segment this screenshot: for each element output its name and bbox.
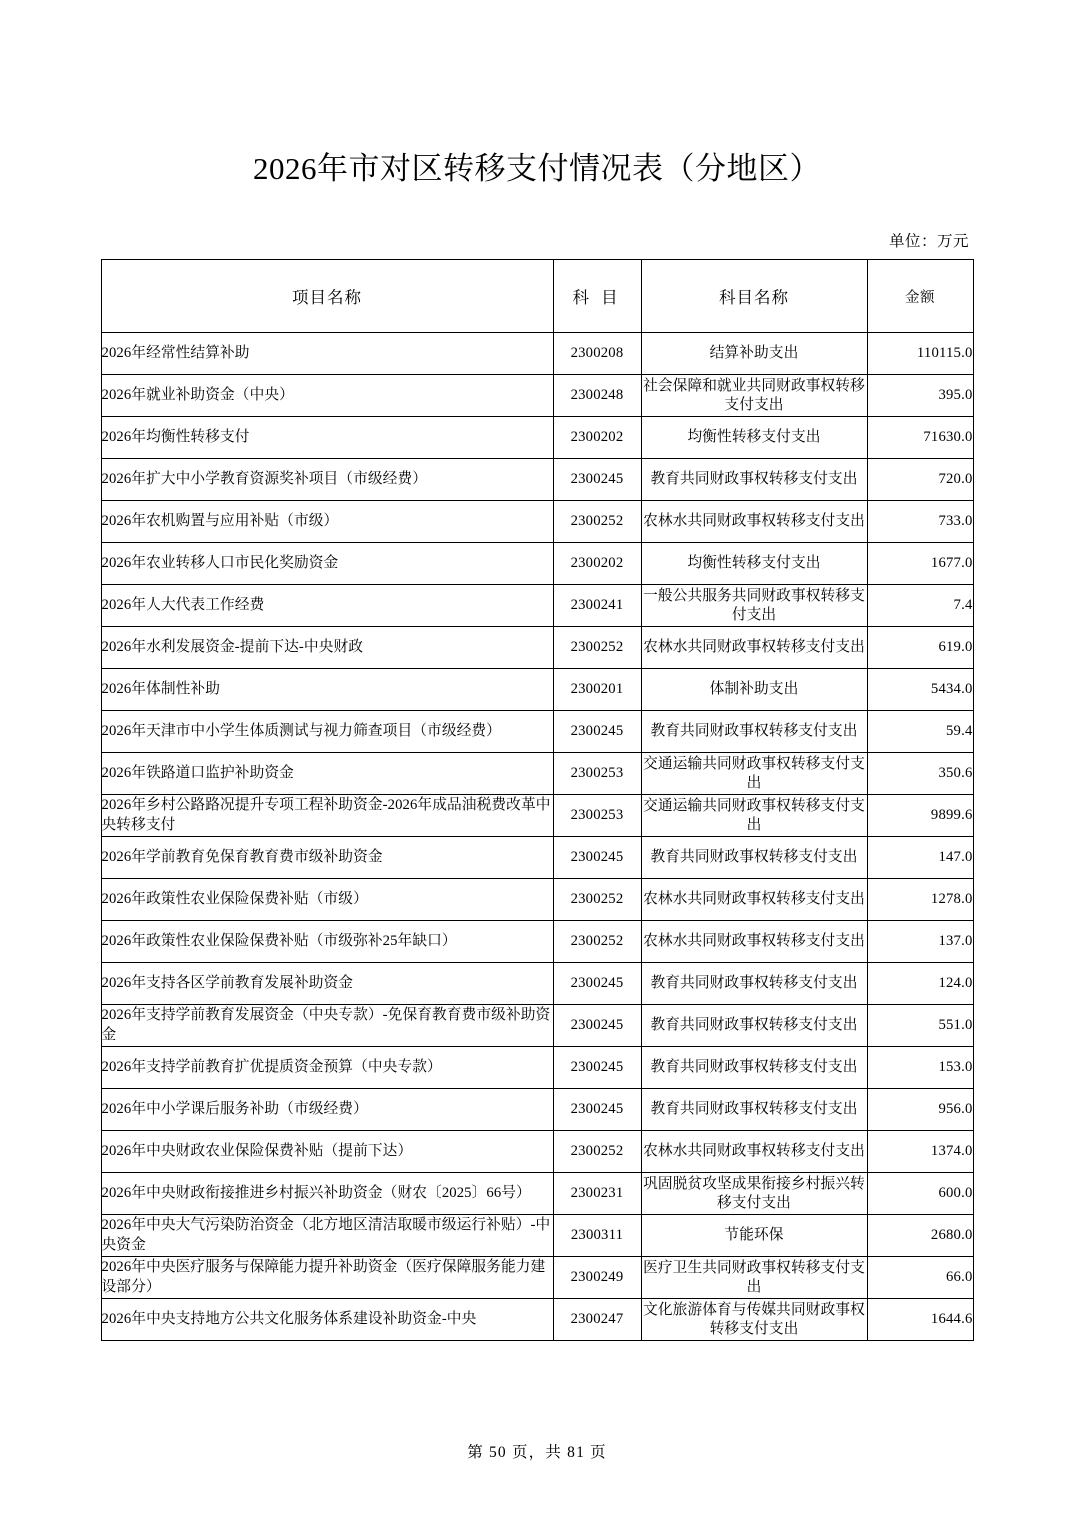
cell-amount: 1677.0: [867, 543, 973, 585]
table-row: [101, 459, 973, 501]
cell-amount: 1374.0: [867, 1131, 973, 1173]
cell-subject-code: 2300252: [553, 501, 641, 543]
cell-subject-name: 教育共同财政事权转移支付支出: [641, 1089, 867, 1131]
cell-project-name: 2026年中央财政农业保险保费补贴（提前下达）: [101, 1131, 553, 1173]
cell-subject-code: 2300252: [553, 879, 641, 921]
cell-amount: 9899.6: [867, 795, 973, 837]
table-row: [101, 1005, 973, 1047]
cell-amount: 619.0: [867, 627, 973, 669]
cell-amount: 110115.0: [867, 333, 973, 375]
page-title: 2026年市对区转移支付情况表（分地区）: [253, 151, 821, 186]
cell-amount: 71630.0: [867, 417, 973, 459]
cell-subject-name: 农林水共同财政事权转移支付支出: [641, 1131, 867, 1173]
cell-project-name: 2026年天津市中小学生体质测试与视力筛查项目（市级经费）: [101, 711, 553, 753]
cell-amount: 153.0: [867, 1047, 973, 1089]
cell-subject-name: 农林水共同财政事权转移支付支出: [641, 921, 867, 963]
cell-subject-code: 2300202: [553, 417, 641, 459]
table-row: [101, 1257, 973, 1299]
cell-amount: 600.0: [867, 1173, 973, 1215]
cell-subject-name: 均衡性转移支付支出: [641, 543, 867, 585]
table-row: [101, 837, 973, 879]
cell-project-name: 2026年政策性农业保险保费补贴（市级弥补25年缺口）: [101, 921, 553, 963]
cell-project-name: 2026年水利发展资金-提前下达-中央财政: [101, 627, 553, 669]
cell-amount: 147.0: [867, 837, 973, 879]
cell-amount: 59.4: [867, 711, 973, 753]
table-body: [101, 333, 973, 1341]
unit-note: 单位：万元: [888, 233, 969, 251]
cell-subject-code: 2300202: [553, 543, 641, 585]
cell-project-name: 2026年人大代表工作经费: [101, 585, 553, 627]
table-row: [101, 1047, 973, 1089]
cell-subject-name: 教育共同财政事权转移支付支出: [641, 1005, 867, 1047]
cell-subject-name: 医疗卫生共同财政事权转移支付支出: [641, 1257, 867, 1299]
cell-project-name: 2026年支持学前教育发展资金（中央专款）-免保育教育费市级补助资金: [101, 1005, 553, 1047]
cell-subject-code: 2300253: [553, 795, 641, 837]
cell-subject-code: 2300245: [553, 459, 641, 501]
cell-project-name: 2026年铁路道口监护补助资金: [101, 753, 553, 795]
cell-project-name: 2026年就业补助资金（中央）: [101, 375, 553, 417]
cell-amount: 551.0: [867, 1005, 973, 1047]
column-header-subject-name: 科目名称: [641, 260, 867, 333]
cell-amount: 7.4: [867, 585, 973, 627]
column-header-project-name: 项目名称: [101, 260, 553, 333]
table-header: [101, 260, 973, 333]
cell-project-name: 2026年经常性结算补助: [101, 333, 553, 375]
cell-amount: 733.0: [867, 501, 973, 543]
cell-subject-name: 均衡性转移支付支出: [641, 417, 867, 459]
cell-subject-code: 2300252: [553, 1131, 641, 1173]
cell-subject-code: 2300245: [553, 963, 641, 1005]
cell-subject-code: 2300208: [553, 333, 641, 375]
table-row: [101, 753, 973, 795]
cell-project-name: 2026年学前教育免保育教育费市级补助资金: [101, 837, 553, 879]
cell-subject-code: 2300245: [553, 1005, 641, 1047]
cell-amount: 1278.0: [867, 879, 973, 921]
cell-subject-code: 2300252: [553, 627, 641, 669]
cell-project-name: 2026年农业转移人口市民化奖励资金: [101, 543, 553, 585]
cell-project-name: 2026年乡村公路路况提升专项工程补助资金-2026年成品油税费改革中央转移支付: [101, 795, 553, 837]
column-header-amount: 金额: [867, 260, 973, 333]
page-footer: 第 50 页，共 81 页: [467, 1444, 607, 1461]
table-row: [101, 921, 973, 963]
cell-project-name: 2026年中小学课后服务补助（市级经费）: [101, 1089, 553, 1131]
column-header-subject-code: 科 目: [553, 260, 641, 333]
cell-subject-code: 2300249: [553, 1257, 641, 1299]
table-row: [101, 375, 973, 417]
cell-subject-code: 2300201: [553, 669, 641, 711]
cell-subject-name: 农林水共同财政事权转移支付支出: [641, 879, 867, 921]
unit-note-row: [101, 187, 973, 259]
cell-project-name: 2026年中央医疗服务与保障能力提升补助资金（医疗保障服务能力建设部分）: [101, 1257, 553, 1299]
table-row: [101, 1299, 973, 1341]
cell-subject-name: 文化旅游体育与传媒共同财政事权转移支付支出: [641, 1299, 867, 1341]
table-row: [101, 795, 973, 837]
cell-project-name: 2026年政策性农业保险保费补贴（市级）: [101, 879, 553, 921]
cell-project-name: 2026年中央财政衔接推进乡村振兴补助资金（财农〔2025〕66号）: [101, 1173, 553, 1215]
cell-subject-name: 教育共同财政事权转移支付支出: [641, 963, 867, 1005]
cell-subject-code: 2300247: [553, 1299, 641, 1341]
cell-subject-name: 体制补助支出: [641, 669, 867, 711]
table-row: [101, 669, 973, 711]
cell-amount: 350.6: [867, 753, 973, 795]
cell-project-name: 2026年中央支持地方公共文化服务体系建设补助资金-中央: [101, 1299, 553, 1341]
table-row: [101, 417, 973, 459]
cell-subject-code: 2300245: [553, 837, 641, 879]
cell-subject-name: 农林水共同财政事权转移支付支出: [641, 501, 867, 543]
cell-subject-name: 节能环保: [641, 1215, 867, 1257]
table-row: [101, 501, 973, 543]
table-row: [101, 333, 973, 375]
cell-amount: 124.0: [867, 963, 973, 1005]
table-row: [101, 711, 973, 753]
cell-amount: 1644.6: [867, 1299, 973, 1341]
cell-project-name: 2026年均衡性转移支付: [101, 417, 553, 459]
cell-amount: 66.0: [867, 1257, 973, 1299]
cell-amount: 137.0: [867, 921, 973, 963]
table-header-row: [101, 260, 973, 333]
table-row: [101, 1173, 973, 1215]
cell-subject-code: 2300241: [553, 585, 641, 627]
table-row: [101, 879, 973, 921]
table-row: [101, 585, 973, 627]
cell-subject-name: 一般公共服务共同财政事权转移支付支出: [641, 585, 867, 627]
table-row: [101, 963, 973, 1005]
cell-project-name: 2026年中央大气污染防治资金（北方地区清洁取暖市级运行补贴）-中央资金: [101, 1215, 553, 1257]
cell-amount: 720.0: [867, 459, 973, 501]
cell-subject-code: 2300248: [553, 375, 641, 417]
cell-subject-code: 2300245: [553, 1047, 641, 1089]
cell-subject-name: 结算补助支出: [641, 333, 867, 375]
table-row: [101, 1215, 973, 1257]
cell-amount: 2680.0: [867, 1215, 973, 1257]
cell-subject-code: 2300231: [553, 1173, 641, 1215]
table-row: [101, 1089, 973, 1131]
cell-subject-name: 交通运输共同财政事权转移支付支出: [641, 753, 867, 795]
table-row: [101, 1131, 973, 1173]
table-row: [101, 627, 973, 669]
cell-subject-code: 2300253: [553, 753, 641, 795]
cell-project-name: 2026年支持学前教育扩优提质资金预算（中央专款）: [101, 1047, 553, 1089]
cell-subject-name: 教育共同财政事权转移支付支出: [641, 711, 867, 753]
cell-amount: 395.0: [867, 375, 973, 417]
transfer-payment-table: [101, 259, 974, 1341]
cell-subject-name: 农林水共同财政事权转移支付支出: [641, 627, 867, 669]
cell-project-name: 2026年农机购置与应用补贴（市级）: [101, 501, 553, 543]
cell-subject-name: 教育共同财政事权转移支付支出: [641, 1047, 867, 1089]
cell-project-name: 2026年体制性补助: [101, 669, 553, 711]
cell-subject-code: 2300245: [553, 711, 641, 753]
cell-project-name: 2026年扩大中小学教育资源奖补项目（市级经费）: [101, 459, 553, 501]
cell-subject-code: 2300245: [553, 1089, 641, 1131]
cell-subject-name: 社会保障和就业共同财政事权转移支付支出: [641, 375, 867, 417]
cell-subject-code: 2300311: [553, 1215, 641, 1257]
cell-amount: 956.0: [867, 1089, 973, 1131]
cell-subject-code: 2300252: [553, 921, 641, 963]
cell-subject-name: 教育共同财政事权转移支付支出: [641, 837, 867, 879]
cell-subject-name: 教育共同财政事权转移支付支出: [641, 459, 867, 501]
cell-subject-name: 巩固脱贫攻坚成果衔接乡村振兴转移支付支出: [641, 1173, 867, 1215]
table-row: [101, 543, 973, 585]
cell-subject-name: 交通运输共同财政事权转移支付支出: [641, 795, 867, 837]
cell-amount: 5434.0: [867, 669, 973, 711]
cell-project-name: 2026年支持各区学前教育发展补助资金: [101, 963, 553, 1005]
